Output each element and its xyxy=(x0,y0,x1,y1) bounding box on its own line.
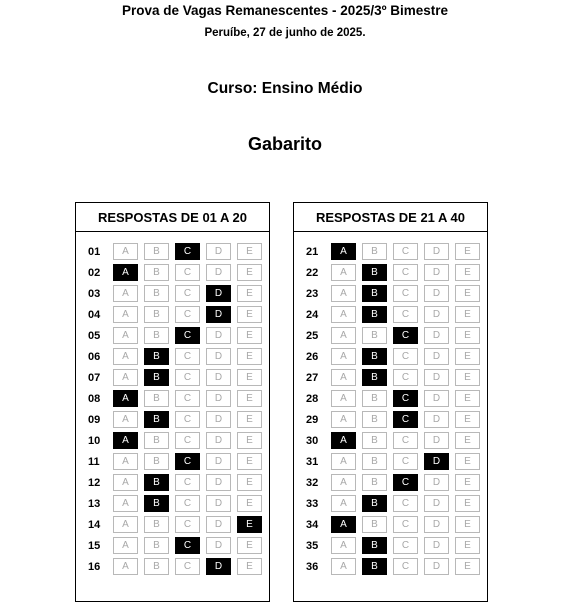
option-box: C xyxy=(175,474,200,491)
option-box: B xyxy=(362,411,387,428)
option-box-selected: A xyxy=(113,390,138,407)
option-box: A xyxy=(331,453,356,470)
option-box: B xyxy=(144,390,169,407)
option-box-selected: D xyxy=(424,453,449,470)
option-box: A xyxy=(331,306,356,323)
option-box: D xyxy=(424,474,449,491)
option-box: D xyxy=(206,264,231,281)
option-box: C xyxy=(175,285,200,302)
question-number: 13 xyxy=(88,497,101,510)
option-box-selected: C xyxy=(393,327,418,344)
answer-row xyxy=(294,283,487,304)
option-box: D xyxy=(206,495,231,512)
option-box: B xyxy=(362,453,387,470)
option-box: C xyxy=(393,432,418,449)
question-number: 15 xyxy=(88,539,101,552)
answer-row xyxy=(294,451,487,472)
option-box: D xyxy=(424,243,449,260)
answer-row xyxy=(294,388,487,409)
answer-row xyxy=(294,472,487,493)
question-number: 11 xyxy=(88,455,100,468)
option-box-selected: B xyxy=(144,474,169,491)
answer-row xyxy=(76,388,269,409)
question-number: 06 xyxy=(88,350,101,363)
answer-row xyxy=(76,304,269,325)
answer-row xyxy=(294,493,487,514)
option-box: D xyxy=(424,306,449,323)
option-box: A xyxy=(113,495,138,512)
option-box: D xyxy=(206,537,231,554)
option-box: E xyxy=(455,411,480,428)
option-box: E xyxy=(237,474,262,491)
option-box: C xyxy=(393,537,418,554)
option-box: E xyxy=(237,432,262,449)
option-box-selected: A xyxy=(331,243,356,260)
option-box-selected: D xyxy=(206,285,231,302)
option-box: D xyxy=(206,474,231,491)
answer-block-21-40 xyxy=(293,202,488,602)
option-box: C xyxy=(393,453,418,470)
answer-block-title: RESPOSTAS DE 21 A 40 xyxy=(294,203,487,232)
option-box: C xyxy=(393,306,418,323)
answer-row xyxy=(294,325,487,346)
option-box: D xyxy=(206,390,231,407)
option-box: B xyxy=(144,243,169,260)
option-box-selected: C xyxy=(393,474,418,491)
question-number: 22 xyxy=(306,266,319,279)
option-box: E xyxy=(237,537,262,554)
question-number: 33 xyxy=(306,497,319,510)
option-box: B xyxy=(144,453,169,470)
option-box: C xyxy=(175,495,200,512)
option-box: D xyxy=(424,327,449,344)
option-box: B xyxy=(144,537,169,554)
question-number: 03 xyxy=(88,287,101,300)
answer-row xyxy=(76,535,269,556)
option-box: D xyxy=(206,369,231,386)
question-number: 30 xyxy=(306,434,319,447)
option-box: A xyxy=(113,453,138,470)
option-box-selected: B xyxy=(144,411,169,428)
answer-block-title: RESPOSTAS DE 01 A 20 xyxy=(76,203,269,232)
option-box: C xyxy=(393,348,418,365)
option-box: D xyxy=(424,558,449,575)
option-box: B xyxy=(144,285,169,302)
option-box: D xyxy=(424,432,449,449)
option-box-selected: A xyxy=(331,516,356,533)
option-box-selected: C xyxy=(393,411,418,428)
option-box-selected: A xyxy=(331,432,356,449)
option-box: A xyxy=(113,243,138,260)
option-box: C xyxy=(175,306,200,323)
answer-row xyxy=(76,493,269,514)
option-box: D xyxy=(424,264,449,281)
option-box: C xyxy=(175,411,200,428)
option-box-selected: D xyxy=(206,306,231,323)
option-box-selected: C xyxy=(175,243,200,260)
option-box: D xyxy=(424,411,449,428)
option-box: E xyxy=(455,264,480,281)
answer-row xyxy=(76,262,269,283)
option-box-selected: B xyxy=(362,348,387,365)
option-box: E xyxy=(455,243,480,260)
option-box: A xyxy=(331,495,356,512)
option-box: E xyxy=(455,474,480,491)
option-box: D xyxy=(424,516,449,533)
option-box: A xyxy=(331,558,356,575)
option-box-selected: B xyxy=(362,537,387,554)
option-box: E xyxy=(237,453,262,470)
answer-row xyxy=(76,346,269,367)
question-number: 02 xyxy=(88,266,101,279)
option-box: A xyxy=(113,306,138,323)
option-box: B xyxy=(144,432,169,449)
question-number: 36 xyxy=(306,560,319,573)
question-number: 27 xyxy=(306,371,319,384)
option-box: E xyxy=(455,495,480,512)
answer-row xyxy=(76,472,269,493)
option-box: C xyxy=(393,285,418,302)
answer-row xyxy=(76,325,269,346)
option-box: E xyxy=(455,390,480,407)
question-number: 32 xyxy=(306,476,319,489)
option-box-selected: B xyxy=(362,264,387,281)
option-box-selected: A xyxy=(113,264,138,281)
option-box-selected: C xyxy=(175,453,200,470)
course-label: Curso: Ensino Médio xyxy=(207,80,363,97)
question-number: 29 xyxy=(306,413,319,426)
question-number: 23 xyxy=(306,287,319,300)
option-box: D xyxy=(424,369,449,386)
option-box: E xyxy=(455,285,480,302)
option-box-selected: A xyxy=(113,432,138,449)
option-box-selected: B xyxy=(144,495,169,512)
option-box: E xyxy=(237,264,262,281)
option-box-selected: D xyxy=(206,558,231,575)
question-number: 08 xyxy=(88,392,101,405)
option-box: B xyxy=(362,474,387,491)
option-box: A xyxy=(113,537,138,554)
option-box: A xyxy=(113,369,138,386)
answer-rows xyxy=(76,232,269,577)
answer-row xyxy=(294,430,487,451)
answer-row xyxy=(76,556,269,577)
option-box: E xyxy=(455,537,480,554)
option-box: C xyxy=(175,516,200,533)
answer-row xyxy=(294,304,487,325)
option-box: E xyxy=(237,411,262,428)
question-number: 07 xyxy=(88,371,101,384)
option-box: B xyxy=(144,327,169,344)
option-box: A xyxy=(331,537,356,554)
option-box-selected: B xyxy=(144,369,169,386)
option-box: A xyxy=(331,327,356,344)
option-box: C xyxy=(393,558,418,575)
question-number: 28 xyxy=(306,392,319,405)
question-number: 09 xyxy=(88,413,101,426)
option-box: A xyxy=(331,264,356,281)
option-box: A xyxy=(331,411,356,428)
option-box: C xyxy=(393,264,418,281)
option-box: D xyxy=(424,390,449,407)
option-box: A xyxy=(331,369,356,386)
option-box: E xyxy=(237,390,262,407)
option-box: C xyxy=(393,516,418,533)
option-box: E xyxy=(237,348,262,365)
option-box: E xyxy=(237,285,262,302)
option-box-selected: B xyxy=(362,558,387,575)
option-box: C xyxy=(175,348,200,365)
option-box: E xyxy=(237,369,262,386)
option-box: A xyxy=(113,558,138,575)
answer-row xyxy=(76,283,269,304)
option-box: E xyxy=(455,369,480,386)
option-box-selected: B xyxy=(362,369,387,386)
option-box: D xyxy=(206,453,231,470)
option-box: B xyxy=(144,306,169,323)
option-box: A xyxy=(113,516,138,533)
question-number: 05 xyxy=(88,329,101,342)
option-box: C xyxy=(175,369,200,386)
answer-block-01-20 xyxy=(75,202,270,602)
answer-row xyxy=(294,367,487,388)
option-box: E xyxy=(455,516,480,533)
option-box: B xyxy=(144,516,169,533)
question-number: 21 xyxy=(306,245,319,258)
option-box: C xyxy=(175,264,200,281)
answer-row xyxy=(294,346,487,367)
option-box: B xyxy=(362,432,387,449)
option-box: D xyxy=(206,327,231,344)
answer-row xyxy=(294,262,487,283)
question-number: 16 xyxy=(88,560,101,573)
option-box: B xyxy=(362,390,387,407)
option-box: A xyxy=(113,348,138,365)
option-box: E xyxy=(237,327,262,344)
option-box: D xyxy=(424,495,449,512)
option-box: E xyxy=(237,495,262,512)
question-number: 01 xyxy=(88,245,101,258)
option-box-selected: B xyxy=(362,495,387,512)
option-box: A xyxy=(331,285,356,302)
question-number: 12 xyxy=(88,476,101,489)
option-box: C xyxy=(393,243,418,260)
answer-row xyxy=(294,535,487,556)
option-box: E xyxy=(455,327,480,344)
answer-row xyxy=(76,451,269,472)
answer-row xyxy=(76,241,269,262)
answer-row xyxy=(76,430,269,451)
option-box: C xyxy=(175,432,200,449)
question-number: 25 xyxy=(306,329,319,342)
option-box: B xyxy=(362,243,387,260)
option-box: A xyxy=(331,348,356,365)
option-box-selected: B xyxy=(362,285,387,302)
option-box: A xyxy=(113,474,138,491)
option-box: E xyxy=(237,558,262,575)
option-box-selected: C xyxy=(175,327,200,344)
option-box: D xyxy=(424,348,449,365)
question-number: 35 xyxy=(306,539,319,552)
option-box: C xyxy=(393,369,418,386)
option-box: C xyxy=(175,390,200,407)
question-number: 10 xyxy=(88,434,101,447)
option-box: D xyxy=(206,348,231,365)
option-box: C xyxy=(393,495,418,512)
option-box: E xyxy=(455,432,480,449)
option-box: E xyxy=(455,453,480,470)
question-number: 26 xyxy=(306,350,319,363)
option-box: D xyxy=(424,285,449,302)
option-box-selected: C xyxy=(393,390,418,407)
place-date: Peruíbe, 27 de junho de 2025. xyxy=(204,27,366,39)
question-number: 04 xyxy=(88,308,101,321)
answer-row xyxy=(294,409,487,430)
option-box: E xyxy=(455,348,480,365)
option-box: D xyxy=(206,243,231,260)
page-title: Gabarito xyxy=(247,134,322,154)
option-box: A xyxy=(331,474,356,491)
question-number: 14 xyxy=(88,518,101,531)
answer-row xyxy=(76,367,269,388)
option-box: D xyxy=(206,432,231,449)
answer-row xyxy=(76,514,269,535)
option-box: E xyxy=(455,306,480,323)
option-box-selected: C xyxy=(175,537,200,554)
option-box: A xyxy=(113,327,138,344)
option-box: D xyxy=(206,411,231,428)
option-box: C xyxy=(175,558,200,575)
option-box: D xyxy=(206,516,231,533)
option-box: A xyxy=(113,411,138,428)
option-box-selected: E xyxy=(237,516,262,533)
option-box: B xyxy=(362,327,387,344)
option-box: E xyxy=(237,306,262,323)
option-box: B xyxy=(144,558,169,575)
answer-rows xyxy=(294,232,487,577)
option-box: B xyxy=(144,264,169,281)
option-box: E xyxy=(237,243,262,260)
option-box: B xyxy=(362,516,387,533)
question-number: 34 xyxy=(306,518,319,531)
option-box: A xyxy=(113,285,138,302)
exam-title: Prova de Vagas Remanescentes - 2025/3º Bimestre xyxy=(121,3,449,18)
option-box: E xyxy=(455,558,480,575)
option-box: D xyxy=(424,537,449,554)
answer-row xyxy=(294,556,487,577)
answer-row xyxy=(294,241,487,262)
option-box-selected: B xyxy=(144,348,169,365)
answer-row xyxy=(294,514,487,535)
option-box-selected: B xyxy=(362,306,387,323)
answer-row xyxy=(76,409,269,430)
option-box: A xyxy=(331,390,356,407)
question-number: 31 xyxy=(306,455,319,468)
question-number: 24 xyxy=(306,308,319,321)
